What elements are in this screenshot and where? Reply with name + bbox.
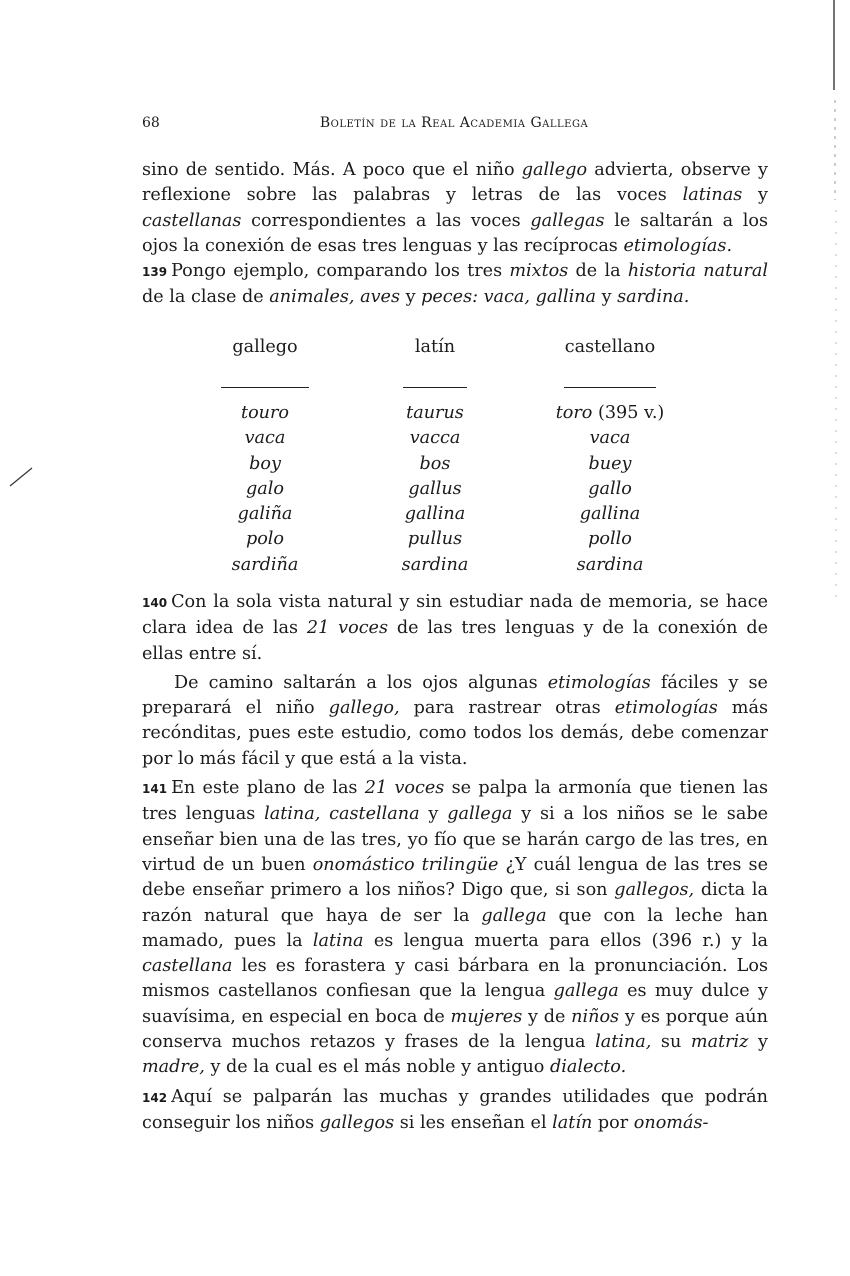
table-cell: vacca — [409, 428, 461, 449]
italic-run: niños — [571, 1006, 620, 1027]
italic-run: gallega — [481, 905, 547, 926]
text-run: Con la sola vista natural y sin estudiar nada de memoria, se hace clara idea de las — [142, 592, 768, 639]
italic-run: peces: vaca, gallina — [421, 287, 597, 308]
running-title: Boletín de la Real Academia Gallega — [319, 115, 589, 131]
italic-run: etimologías — [614, 698, 718, 719]
text-run: dicta la razón natural que haya de ser la — [142, 880, 768, 926]
paragraph-140-continued — [142, 671, 768, 772]
paragraph-142 — [142, 1085, 768, 1137]
text-run: es muy dulce y suavísima, en especial en boca de — [142, 981, 768, 1027]
text-run: De camino saltarán a los ojos algunas — [174, 672, 548, 693]
text-run: por — [592, 1112, 634, 1133]
table-row — [170, 527, 710, 552]
text-run: En este plano de las — [171, 778, 365, 799]
italic-run: 21 voces — [306, 618, 388, 639]
italic-run: latín — [552, 1112, 593, 1133]
table-row — [170, 451, 710, 476]
table-cell: sardina — [576, 554, 644, 575]
italic-run: latina, castellana — [264, 804, 420, 825]
table-cell: taurus — [406, 402, 464, 423]
italic-run: historia natural — [627, 261, 768, 282]
italic-run: gallega — [447, 804, 513, 825]
column-header-gallego: gallego — [232, 337, 298, 357]
text-run: para rastrear otras — [399, 698, 615, 719]
column-header-castellano: castellano — [564, 337, 656, 357]
table-cell: gallus — [408, 478, 462, 499]
page-header — [142, 115, 766, 137]
italic-run: castellana — [142, 956, 233, 977]
paragraph-number: 139 — [142, 265, 168, 280]
text-run: y de la cual es el más noble y antiguo — [204, 1057, 550, 1078]
table-cell: pullus — [407, 529, 463, 550]
text-run: y si a los niños se le sabe enseñar bien una de las tres, yo fío que se harán cargo de las tres, en virtud de un buen — [142, 804, 769, 875]
vocabulary-table — [170, 337, 710, 577]
table-row — [170, 552, 710, 577]
header-rule — [510, 375, 710, 400]
text-block-bottom — [142, 590, 768, 1136]
italic-run: dialecto. — [549, 1057, 627, 1078]
table-cell-word: toro — [555, 402, 593, 423]
italic-run: mixtos — [509, 261, 569, 282]
italic-run: gallegos — [319, 1112, 395, 1133]
text-run: fáciles y se preparará el niño — [142, 672, 768, 719]
italic-run: animales, aves — [269, 287, 400, 308]
text-run: correspondientes a las voces — [241, 210, 531, 231]
italic-run: sardina. — [617, 287, 690, 308]
header-rule — [170, 375, 360, 400]
paragraph-number: 141 — [142, 782, 168, 797]
text-run: y de — [522, 1006, 572, 1027]
table-cell: vaca — [589, 428, 631, 449]
italic-run: gallegas — [530, 210, 605, 231]
text-block-top — [142, 158, 768, 311]
text-run: su — [651, 1032, 691, 1053]
table-cell: gallina — [579, 504, 641, 525]
table-row — [170, 400, 710, 425]
text-run: de la clase de — [142, 287, 270, 308]
text-run: y — [748, 1032, 768, 1053]
text-run: si les enseñan el — [394, 1112, 553, 1133]
column-header-latin: latín — [414, 337, 456, 357]
text-run: y — [400, 287, 422, 308]
table-cell: gallo — [588, 478, 632, 499]
table-cell: sardiña — [231, 554, 299, 575]
paragraph-139 — [142, 259, 768, 311]
text-run: y — [419, 804, 448, 825]
italic-run: latinas — [682, 185, 743, 206]
italic-run: 21 voces — [364, 778, 445, 799]
table-cell: bos — [419, 453, 451, 474]
page-edge-shadow — [830, 0, 844, 700]
italic-run: gallego, — [328, 698, 400, 719]
pencil-mark-icon — [8, 466, 34, 488]
text-run: sino de sentido. Más. A poco que el niño — [142, 160, 522, 180]
paragraph-intro — [142, 158, 768, 259]
table-cell: galiña — [237, 504, 293, 525]
paragraph-142-text — [142, 1087, 768, 1133]
italic-run: gallegos, — [614, 880, 695, 901]
text-run: ¿Y cuál lengua de las tres se debe enseñar primero a los niños? Digo que, si son — [142, 854, 768, 901]
paragraph-141-text — [142, 778, 768, 1077]
vocabulary-rows — [170, 400, 710, 577]
folio-note: (395 v.) — [592, 402, 665, 423]
text-run: advierta, observe y reflexione sobre las palabras y letras de las voces — [142, 160, 768, 206]
table-cell: pollo — [588, 529, 632, 550]
italic-run: madre, — [142, 1057, 205, 1078]
table-cell: vaca — [244, 428, 286, 449]
italic-run: onomástico trilingüe — [312, 854, 499, 875]
text-run: más recónditas, pues este estudio, como todos los demás, debe comenzar por lo más fácil y que está a la vista. — [142, 698, 768, 769]
text-run: es lengua muerta para ellos (396 r.) y la — [363, 930, 768, 951]
italic-run: latina, — [595, 1032, 652, 1053]
text-run: Pongo ejemplo, comparando los tres — [171, 261, 510, 282]
table-cell: boy — [249, 453, 281, 474]
text-run: de las tres lenguas y de la conexión de ellas entre sí. — [142, 618, 769, 664]
table-cell — [510, 400, 710, 425]
table-cell: galo — [246, 478, 284, 499]
text-run: se palpa la armonía que tienen las tres lenguas — [142, 778, 768, 825]
header-rule — [360, 375, 510, 400]
italic-run: etimologías — [547, 672, 651, 693]
italic-run: gallego — [521, 160, 588, 180]
page-number: 68 — [142, 115, 160, 131]
text-run: que con la leche han mamado, pues la — [142, 905, 768, 951]
paragraph-139-text — [142, 261, 768, 307]
table-cell: polo — [245, 529, 285, 550]
text-run: Aquí se palparán las muchas y grandes utilidades que podrán conseguir los niños — [142, 1086, 768, 1133]
table-cell: touro — [241, 402, 289, 423]
paragraph-140-text — [142, 592, 768, 664]
text-run: y es porque aún conserva muchos retazos y frases de la lengua — [142, 1006, 768, 1053]
text-run: les es forastera y casi bárbara en la pronunciación. Los mismos castellanos confiesan que la lengua — [142, 956, 768, 1002]
paragraph-number: 142 — [142, 1090, 168, 1105]
text-run: de la — [568, 261, 628, 282]
text-run: y — [596, 287, 618, 308]
italic-run: castellanas — [142, 210, 242, 231]
table-cell: sardina — [401, 554, 469, 575]
table-cell: gallina — [404, 504, 466, 525]
table-cell: buey — [588, 453, 632, 474]
paragraph-141 — [142, 776, 768, 1081]
paragraph-140 — [142, 590, 768, 667]
table-row — [170, 501, 710, 526]
italic-run: mujeres — [450, 1006, 523, 1027]
italic-run: matriz — [690, 1032, 749, 1053]
italic-run: onomás- — [633, 1112, 709, 1133]
italic-run: gallega — [553, 981, 619, 1002]
paragraph-number: 140 — [142, 596, 168, 610]
table-row — [170, 426, 710, 451]
text-run: y — [742, 185, 768, 206]
text-run: le saltarán a los ojos la conexión de esas tres lenguas y las recíprocas — [142, 210, 768, 256]
table-row — [170, 476, 710, 501]
italic-run: etimologías. — [623, 235, 733, 256]
italic-run: latina — [312, 930, 364, 951]
